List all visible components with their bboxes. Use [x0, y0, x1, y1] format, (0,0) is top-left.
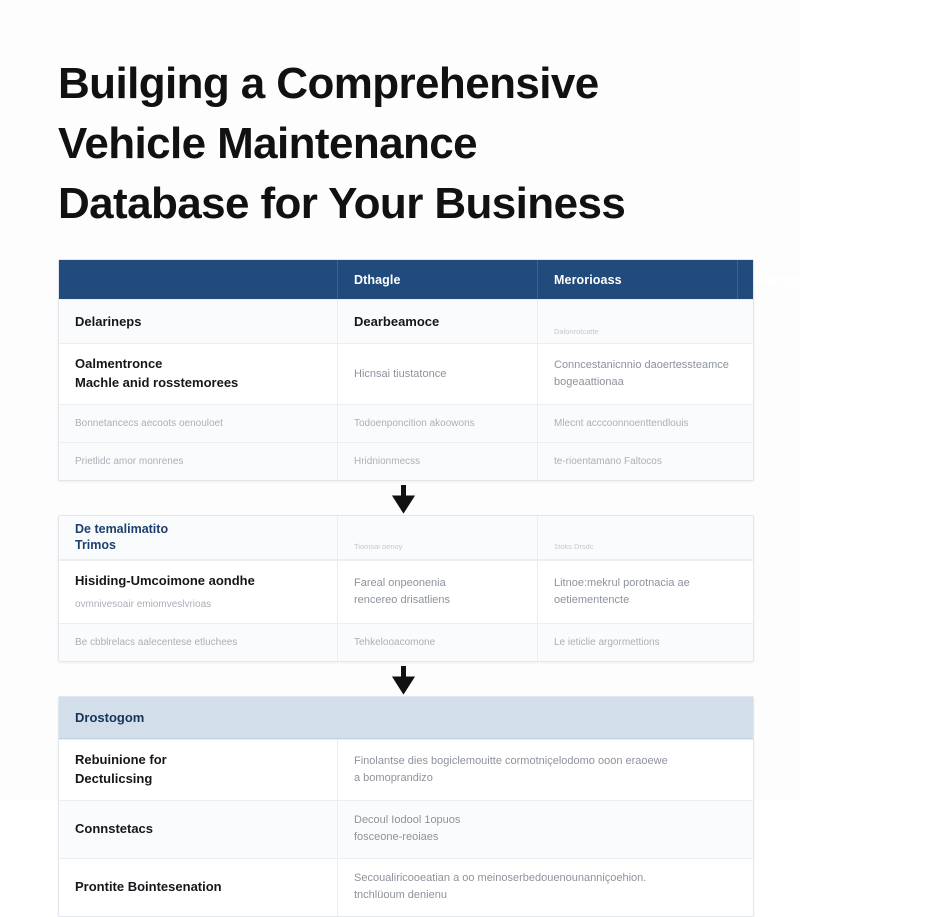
cell-text: Fareal onpeonenia [354, 577, 446, 590]
table-block-3 [58, 696, 754, 917]
table-row [59, 623, 753, 661]
connector-arrow-2 [58, 662, 748, 696]
table-cell [337, 443, 537, 480]
header-text: Tiomsai oenoy [354, 541, 403, 551]
table-cell [337, 624, 537, 661]
table-cell [59, 405, 337, 442]
table-row [59, 858, 753, 916]
table-cell [59, 859, 337, 916]
cell-text: a bomoprandizo [354, 771, 433, 784]
cell-text: Prietlidc amor monrenes [75, 456, 184, 468]
table-cell [537, 344, 751, 404]
table-row [59, 299, 753, 343]
table-cell [337, 859, 751, 916]
table-block-1 [58, 259, 817, 481]
cell-text: rencereo drisatliens [354, 594, 450, 607]
table-cell [337, 405, 537, 442]
cell-text: Mlecnt acccoonnoenttendlouis [554, 418, 689, 430]
table-2-header-col1 [59, 516, 337, 559]
table-1-header-row [59, 260, 817, 299]
table-cell [537, 561, 751, 623]
table-cell [537, 405, 751, 442]
cell-text: Finolantse dies bogiclemouitte cormotniçelodomo ooon eraoewe [354, 754, 668, 767]
cell-text: Hicnsai tiustatonce [354, 367, 447, 380]
cell-text: bogeaattionaa [554, 376, 624, 389]
table-cell [337, 740, 751, 800]
cell-text: tnchlüoum denienu [354, 889, 447, 902]
cell-text: Le ieticlie argormettions [554, 637, 660, 649]
arrow-down-icon [395, 666, 412, 692]
cell-text: fosceone-reoiaes [354, 831, 439, 844]
arrow-down-icon [395, 485, 412, 511]
cell-text: Delarineps [75, 313, 142, 329]
cell-text: Machle anid rosstemorees [75, 375, 239, 391]
table-cell [59, 443, 337, 480]
table-cell [59, 624, 337, 661]
title-line-2: Vehicle Maintenance [58, 118, 477, 168]
cell-text: Litnoe:mekrul porotnacia ae [554, 577, 690, 590]
title-line-1: Builging a Comprehensive [58, 59, 599, 108]
table-2-header-col3 [537, 516, 951, 559]
cell-text: Hridnionmecss [354, 456, 421, 468]
cell-text: Secoualiricooeatian a oo meinoserbedouenounanniçoehion. [354, 872, 647, 885]
table-1-header-col4: Dlanngray [737, 260, 951, 299]
table-cell [59, 344, 337, 404]
table-row [59, 404, 753, 442]
table-row [59, 560, 753, 623]
header-text: 1toks Drsdc [554, 541, 594, 551]
cell-text: ovmnivesoair emiomveslvrioas [75, 599, 212, 611]
table-block-2 [58, 515, 754, 662]
table-3-header-col1: Drostogom [75, 710, 145, 726]
cell-text: Conncestanicnnio daoertessteamce [554, 359, 729, 372]
table-cell [59, 561, 337, 623]
table-row [59, 343, 753, 404]
connector-arrow-1 [58, 481, 748, 515]
table-row [59, 800, 753, 858]
cell-text: Connstetacs [75, 820, 154, 836]
cell-text: Bonnetancecs aecoots oenouloet [75, 418, 223, 430]
table-1-header-col2: Dthagle [337, 260, 537, 299]
table-row [59, 739, 753, 800]
table-cell [59, 801, 337, 858]
header-text: De temalimatito [75, 522, 169, 537]
table-3-header-row [59, 697, 753, 739]
table-cell [337, 344, 537, 404]
table-1-header-col3: Merorioass [537, 260, 737, 299]
table-cell [59, 300, 337, 343]
cell-text: te-rioentamano Faltocos [554, 456, 662, 468]
cell-text: Dalonrotcatte [554, 326, 599, 336]
table-cell [337, 300, 537, 343]
page-title [58, 54, 748, 233]
cell-text: Hisiding-Umcoimone aondhe [75, 573, 255, 589]
cell-text: Prontite Bointesenation [75, 878, 222, 894]
table-2-header-row [59, 516, 753, 560]
cell-text: Decoul Iodool 1opuos [354, 814, 461, 827]
cell-text: Rebuinione for [75, 752, 167, 768]
cell-text: Tehkelooacomone [354, 637, 436, 649]
table-flow [58, 259, 817, 916]
table-1-header-col1 [59, 260, 337, 299]
cell-text: Todoenponcition akoowons [354, 418, 475, 430]
cell-text: Dearbeamoce [354, 313, 440, 329]
table-cell [537, 624, 751, 661]
cell-text: Dectulicsing [75, 770, 153, 786]
cell-text: Oalmentronce [75, 356, 163, 372]
table-cell [59, 740, 337, 800]
header-text: Trimos [75, 537, 116, 552]
cell-text: Be cbblrelacs aalecentese etluchees [75, 637, 238, 649]
table-cell [337, 561, 537, 623]
table-row [59, 442, 753, 480]
table-2-header-col2 [337, 516, 537, 559]
table-cell [337, 801, 751, 858]
table-cell [537, 300, 951, 343]
cell-text: oetiementencte [554, 594, 630, 607]
title-line-3: Database for Your Business [58, 178, 626, 228]
table-cell [537, 443, 751, 480]
